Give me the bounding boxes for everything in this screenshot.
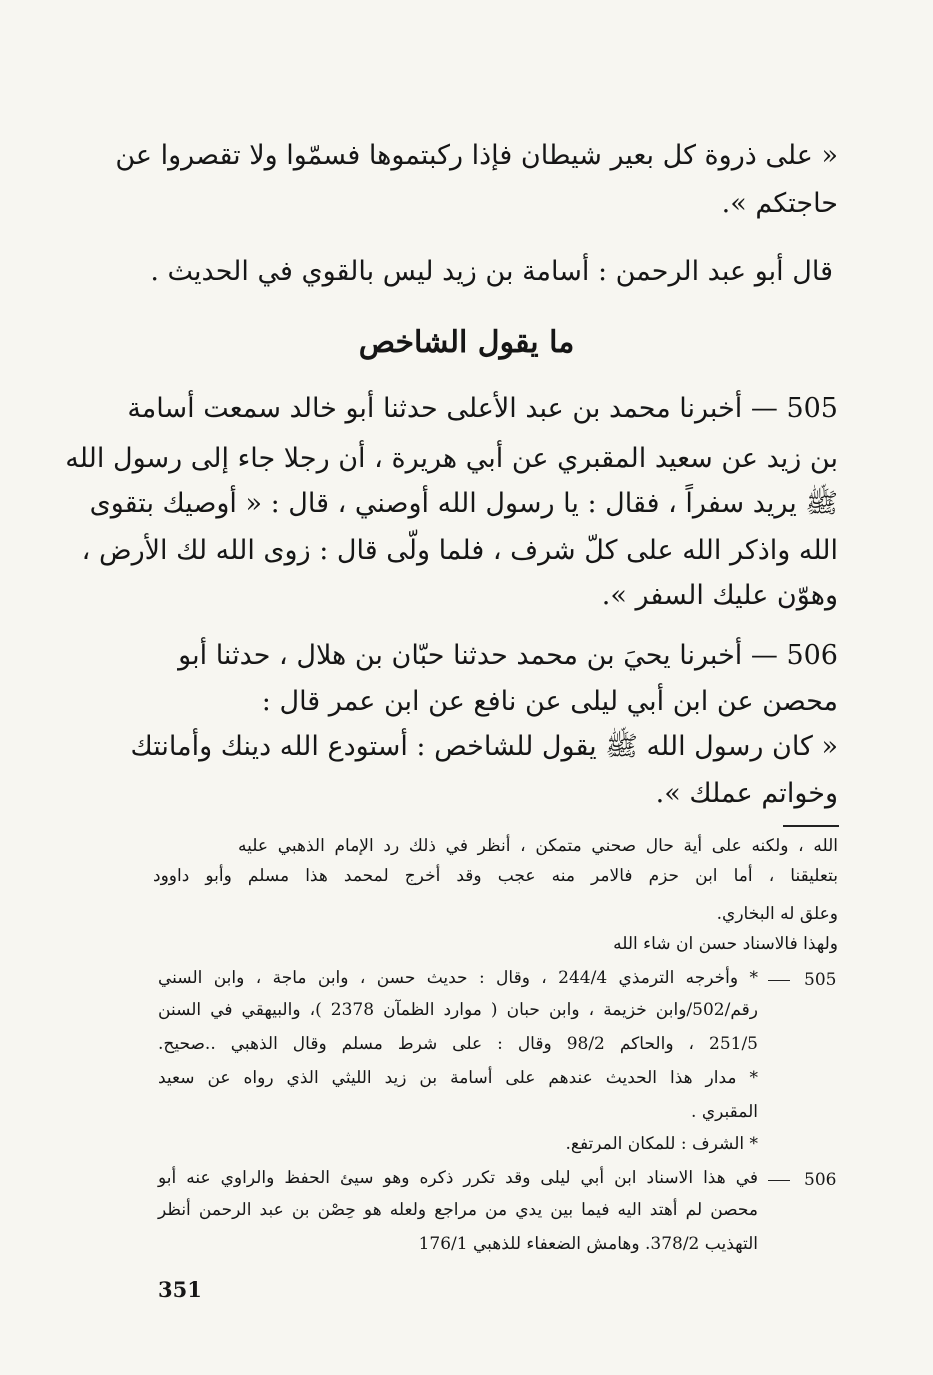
narrator-remark: قال أبو عبد الرحمن : أسامة بن زيد ليس بالقوي في الحديث .: [150, 256, 833, 287]
footnote-506-line-3: التهذيب 378/2. وهامش الضعفاء للذهبي 176/1: [418, 1234, 758, 1254]
footnote-505-line-4: * مدار هذا الحديث عندهم على أسامة بن زيد الليثي الذي رواه عن سعيد: [158, 1068, 758, 1088]
footnote-505-marker: [760, 970, 840, 992]
hadith-dash: —: [750, 393, 778, 424]
footnote-number: 505: [804, 970, 837, 990]
footnote-506-line-1: في هذا الاسناد ابن أبي ليلى وقد تكرر ذكره وهو سيئ الحفظ والراوي عنه أبو: [158, 1168, 758, 1188]
hadith-dash: —: [750, 640, 778, 671]
hadith-text: أخبرنا يحيَ بن محمد حدثنا حبّان بن هلال ، حدثنا أبو: [178, 640, 743, 671]
quote-line-2: حاجتكم ».: [721, 188, 838, 219]
footnote-cont-line-4: ولهذا فالاسناد حسن ان شاء الله: [613, 934, 838, 954]
quote-line-1: « على ذروة كل بعير شيطان فإذا ركبتموها فسمّوا ولا تقصروا عن: [115, 140, 838, 171]
hadith-506-line-4: وخواتم عملك ».: [655, 778, 838, 809]
footnote-number: 506: [804, 1170, 837, 1190]
hadith-506-line-1: [158, 642, 838, 669]
footnote-505-line-3: 251/5 ، والحاكم 98/2 وقال : على شرط مسلم وقال الذهبي ..صحيح.: [158, 1034, 758, 1054]
footnote-505-line-1: * وأخرجه الترمذي 244/4 ، وقال : حديث حسن ، وابن ماجة ، وابن السني: [158, 968, 758, 988]
footnote-506-marker: [760, 1170, 840, 1192]
hadith-505-line-3: ﷺ يريد سفراً ، فقال : يا رسول الله أوصني ، قال : « أوصيك بتقوى: [89, 488, 838, 519]
hadith-number: 506: [786, 640, 838, 671]
footnote-separator: [783, 825, 839, 827]
footnote-dash: [768, 1180, 790, 1181]
footnote-cont-line-2: بتعليقنا ، أما ابن حزم فالامر منه عجب وقد أخرج لمحمد هذا مسلم وأبو داوود: [153, 866, 838, 886]
hadith-text: أخبرنا محمد بن عبد الأعلى حدثنا أبو خالد سمعت أسامة: [127, 393, 743, 424]
footnote-506-line-2: محصن لم أهتد اليه فيما بين يدي من مراجع ولعله هو حِصْن بن عبد الرحمن أنظر: [158, 1200, 758, 1220]
hadith-505-line-1: [127, 393, 838, 424]
footnote-505-line-5: المقبري .: [691, 1102, 758, 1122]
hadith-505-line-2: بن زيد عن سعيد المقبري عن أبي هريرة ، أن رجلا جاء إلى رسول الله: [65, 443, 838, 474]
footnote-cont-line-3: وعلق له البخاري.: [716, 904, 838, 924]
footnote-cont-line-1: الله ، ولكنه على أية حال صحني متمكن ، أنظر في ذلك رد الإمام الذهبي عليه: [238, 836, 838, 856]
hadith-505-line-4: الله واذكر الله على كلّ شرف ، فلما ولّى قال : زوى الله لك الأرض ،: [81, 535, 838, 566]
page-number: 351: [158, 1277, 202, 1302]
hadith-505-line-5: وهوّن عليك السفر ».: [601, 580, 838, 611]
footnote-505-line-6: * الشرف : للمكان المرتفع.: [565, 1134, 758, 1154]
hadith-506-line-2: محصن عن ابن أبي ليلى عن نافع عن ابن عمر قال :: [261, 686, 838, 717]
footnote-505-line-2: رقم/502/وابن خزيمة ، وابن حبان ( موارد الظمآن 2378 )، والبيهقي في السنن: [158, 1000, 758, 1020]
footnote-dash: [768, 980, 790, 981]
section-heading: ما يقول الشاخص: [358, 325, 575, 360]
hadith-number: 505: [786, 393, 838, 424]
hadith-506-line-3: « كان رسول الله ﷺ يقول للشاخص : أستودع الله دينك وأمانتك: [130, 731, 838, 762]
